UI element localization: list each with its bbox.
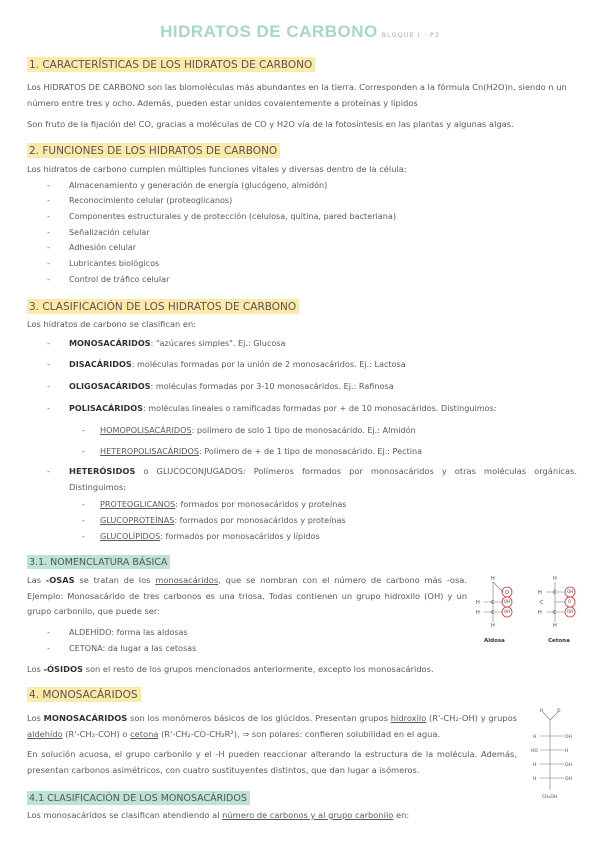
section-3-1-paragraph: Las -OSAS se tratan de los monosacáridos, que se nombran con el número de carbono más -osa. Ejemplo: Monosacárido de tres carbonos es una triosa. Todas contienen un grupo hidroxilo (OH) y un grupo carbonilo, que puede ser: <box>27 575 467 616</box>
svg-text:H: H <box>538 590 542 596</box>
unit-label: BLOQUE I · P3 <box>381 31 440 39</box>
section-4-paragraph-2: En solución acuosa, el grupo carbonilo y el -H pueden reaccionar alterando la estructura de la molécula. Además, presentan carbonos asimétricos, con cuatro sustituyentes distintos, que dan lugar a isómeros. <box>27 749 517 775</box>
svg-text:OH: OH <box>504 609 511 614</box>
cetona-label: Cetona <box>548 638 570 644</box>
sublist-item-homopolisacaridos: - HOMOPOLISACÁRIDOS: polímero de solo 1 tipo de monosacárido. Ej.: Almidón <box>82 425 416 435</box>
list-item-heterosidos: - HETERÓSIDOS o GLUCOCONJUGADOS: Polímeros formados por monosacáridos y otras moléculas orgánicas. Distinguimos: <box>47 466 577 492</box>
list-item: - Señalización celular <box>47 227 150 237</box>
sublist-item-glucoproteinas: - GLUCOPROTEÍNAS: formados por monosacáridos y proteínas <box>82 515 346 525</box>
svg-text:H: H <box>538 610 542 616</box>
svg-text:H: H <box>533 777 537 782</box>
list-item: - Control de tráfico celular <box>47 274 170 284</box>
svg-text:OH: OH <box>565 763 572 768</box>
list-item: - Adhesión celular <box>47 242 137 252</box>
section-3-1-heading: 3.1. NOMENCLATURA BÁSICA <box>27 555 170 569</box>
svg-text:C: C <box>553 610 557 616</box>
section-3-1-paragraph-2: Los -ÓSIDOS son el resto de los grupos mencionados anteriormente, excepto los monosacáridos. <box>27 664 434 674</box>
svg-text:H: H <box>533 735 537 740</box>
list-item: - Reconocimiento celular (proteoglicanos) <box>47 195 233 205</box>
section-2-heading: 2. FUNCIONES DE LOS HIDRATOS DE CARBONO <box>27 143 280 158</box>
section-4-paragraph-1: Los MONOSACÁRIDOS son los monómeros básicos de los glúcidos. Presentan grupos hidroxilo (R'-CH₂-OH) y grupos aldehído (R'-CH₂-COH) o cetona (R'-CH₂-CO-CH₂R²), ⇒ son polares: confieren solubilidad en el agua. <box>27 713 517 739</box>
svg-text:O: O <box>505 590 509 596</box>
svg-text:HO: HO <box>531 749 538 754</box>
svg-text:H: H <box>553 623 557 629</box>
aldosa-label: Aldosa <box>484 638 505 644</box>
svg-text:H: H <box>476 600 480 606</box>
section-1-heading: 1. CARACTERÍSTICAS DE LOS HIDRATOS DE CARBONO <box>27 57 315 72</box>
section-4-1-heading: 4.1 CLASIFICACIÓN DE LOS MONOSACÁRIDOS <box>27 791 250 805</box>
section-1-paragraph-2: Son fruto de la fijación del CO, gracias a moléculas de CO y H2O vía de la fotosíntesis en las plantas y algunas algas. <box>27 119 514 129</box>
page-title: HIDRATOS DE CARBONO <box>160 22 378 41</box>
list-item: - Almacenamiento y generación de energía (glucógeno, almidón) <box>47 180 328 190</box>
list-item-cetona: - CETONA: da lugar a las cetosas <box>47 643 197 653</box>
section-4-heading: 4. MONOSACÁRIDOS <box>27 687 141 702</box>
svg-text:OH: OH <box>565 777 572 782</box>
svg-text:H: H <box>491 623 495 629</box>
svg-text:C: C <box>540 600 544 606</box>
svg-text:H: H <box>553 576 557 582</box>
svg-text:H: H <box>540 709 544 714</box>
svg-text:OH: OH <box>565 735 572 740</box>
list-item-oligosacaridos: - OLIGOSACÁRIDOS: moléculas formadas por 3-10 monosacáridos. Ej.: Rafinosa <box>47 381 394 391</box>
section-3-intro: Los hidratos de carbono se clasifican en: <box>27 319 197 329</box>
section-1-paragraph-1: Los HIDRATOS DE CARBONO son las biomoléculas más abundantes en la tierra. Corresponden a la fórmula Cn(H2O)n, siendo n un número entre tres y ocho. Además, pueden estar unidos covalentemente a proteínas y lípidos <box>27 82 567 108</box>
aldose-ketose-figure <box>470 572 595 647</box>
list-item-aldehido: - ALDEHÍDO: forma las aldosas <box>47 627 188 637</box>
svg-text:H: H <box>476 610 480 616</box>
page-title-block <box>0 22 600 42</box>
svg-text:C: C <box>491 600 495 606</box>
list-item-polisacaridos: - POLISACÁRIDOS: moléculas lineales o ramificadas formadas por + de 10 monosacáridos. Distinguimos: <box>47 403 497 413</box>
svg-text:OH: OH <box>504 599 511 604</box>
sublist-item-glucolipidos: - GLUCOLÍPIDOS: formados por monosacáridos y lípidos <box>82 531 320 541</box>
sublist-item-proteoglicanos: - PROTEOGLICANOS: formados por monosacáridos y proteínas <box>82 499 347 509</box>
list-item-monosacaridos: - MONOSACÁRIDOS: "azúcares simples". Ej.: Glucosa <box>47 338 286 348</box>
svg-text:O: O <box>568 599 572 604</box>
svg-text:C: C <box>491 610 495 616</box>
svg-text:C: C <box>553 590 557 596</box>
svg-text:CH₂OH: CH₂OH <box>542 795 558 800</box>
section-3-heading: 3. CLASIFICACIÓN DE LOS HIDRATOS DE CARBONO <box>27 299 299 314</box>
sublist-item-heteropolisacaridos: - HETEROPOLISACÁRIDOS: Polímero de + de 1 tipo de monosacárido. Ej.: Pectina <box>82 446 423 456</box>
section-4-1-paragraph: Los monosacáridos se clasifican atendiendo al número de carbonos y al grupo carbonilo en: <box>27 810 410 820</box>
svg-text:H: H <box>491 576 495 582</box>
section-2-intro: Los hidratos de carbono cumplen múltiples funciones vitales y diversas dentro de la célula: <box>27 164 407 174</box>
list-item: - Componentes estructurales y de protección (celulosa, quitina, pared bacteriana) <box>47 211 396 221</box>
list-item: - Lubricantes biológicos <box>47 258 160 268</box>
svg-text:OH: OH <box>567 609 574 614</box>
list-item-disacaridos: - DISACÁRIDOS: moléculas formadas por la unión de 2 monosacáridos. Ej.: Lactosa <box>47 359 406 369</box>
svg-text:H: H <box>533 763 537 768</box>
svg-text:O: O <box>557 709 561 714</box>
svg-text:H: H <box>565 749 569 754</box>
svg-text:OH: OH <box>567 589 574 594</box>
glucose-structure-figure <box>528 708 588 800</box>
